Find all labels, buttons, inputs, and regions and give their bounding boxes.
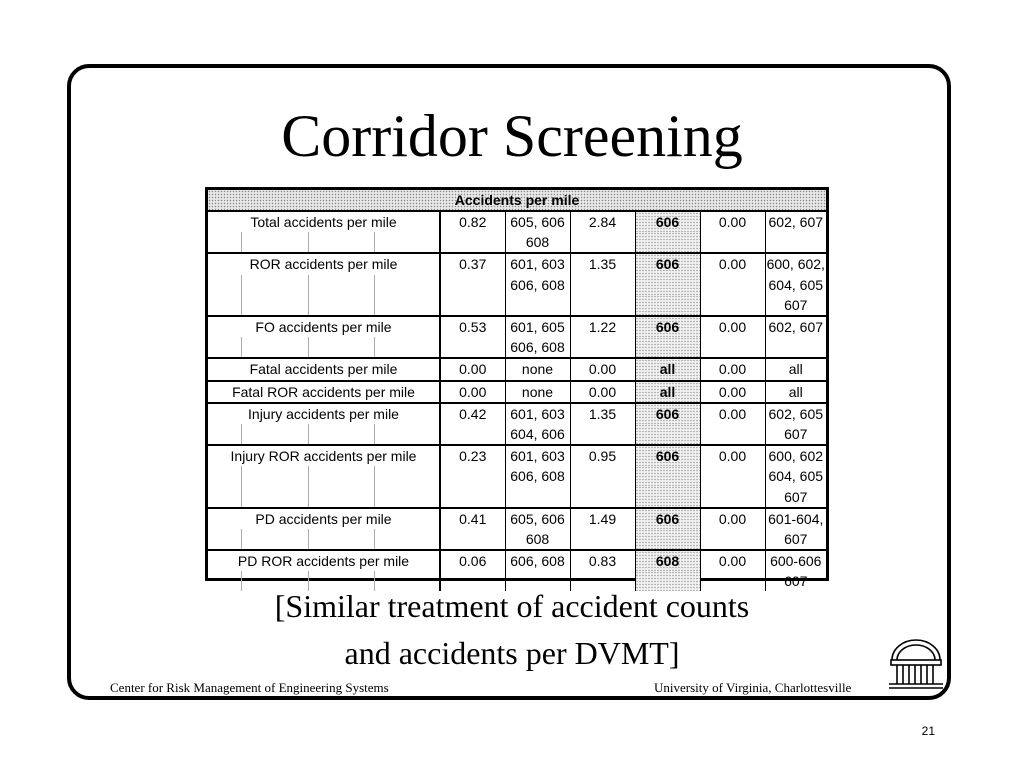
cell-divider [374, 529, 375, 549]
table-cell [570, 337, 635, 358]
table-cell: 606 [635, 316, 700, 337]
cell-divider [308, 337, 309, 357]
row-label: Injury ROR accidents per mile [208, 445, 440, 466]
cell-divider [374, 275, 375, 295]
table-cell [440, 466, 505, 486]
table-row [208, 275, 826, 295]
table-row [208, 403, 826, 424]
table-cell: 606 [635, 253, 700, 274]
table-cell: 0.00 [570, 381, 635, 403]
table-cell: 602, 607 [765, 211, 826, 232]
table-cell: 604, 605 [768, 276, 824, 293]
table-cell [635, 275, 700, 295]
footer-left: Center for Risk Management of Engineering Systems [110, 680, 389, 695]
table-cell: all [765, 358, 826, 380]
table-cell: 600, 602 [765, 445, 826, 466]
table-cell [440, 337, 505, 358]
table-cell: 608 [635, 550, 700, 571]
table-cell [700, 466, 765, 486]
table-cell: 602, 605 [765, 403, 826, 424]
table-cell [440, 424, 505, 445]
table-cell: 1.49 [570, 508, 635, 529]
cell-divider [241, 337, 242, 357]
cell-divider [241, 486, 242, 506]
table-cell: 606 [635, 211, 700, 232]
table-row [208, 529, 826, 550]
table-cell [700, 337, 765, 358]
table-row [208, 337, 826, 358]
table-cell: 607 [784, 425, 808, 442]
table-cell: 2.84 [570, 211, 635, 232]
table-cell: 607 [784, 530, 808, 547]
table-cell [700, 232, 765, 253]
table-cell: 1.35 [570, 403, 635, 424]
table-cell: 607 [784, 488, 808, 505]
table-cell [570, 466, 635, 486]
table-cell: 600-606 [765, 550, 826, 571]
table-cell [635, 337, 700, 358]
table-cell: 600, 602, [765, 253, 826, 274]
row-label [208, 529, 440, 550]
cell-divider [241, 424, 242, 444]
row-label: Fatal accidents per mile [208, 358, 440, 380]
row-label: PD accidents per mile [208, 508, 440, 529]
row-label [208, 424, 440, 445]
table-cell: 601, 603 [505, 253, 570, 274]
table-cell [440, 275, 505, 295]
table-cell: 607 [784, 573, 808, 590]
table-cell: 605, 606 [505, 211, 570, 232]
table-cell [635, 295, 700, 316]
table-cell: 0.53 [440, 316, 505, 337]
table-cell: 0.00 [700, 253, 765, 274]
table-cell [505, 486, 570, 507]
table-cell: all [635, 381, 700, 403]
table-cell: all [635, 358, 700, 380]
table-cell [570, 275, 635, 295]
table-cell: 606 [635, 508, 700, 529]
row-label [208, 486, 440, 507]
table-cell [440, 486, 505, 507]
table-cell: 0.06 [440, 550, 505, 571]
table-cell: 0.00 [700, 358, 765, 380]
table-cell [570, 529, 635, 550]
table-cell: 606 [635, 445, 700, 466]
table-cell [635, 486, 700, 507]
cell-divider [374, 232, 375, 252]
university-rotunda-logo-icon [886, 634, 946, 692]
row-label: ROR accidents per mile [208, 253, 440, 274]
table-cell: 0.37 [440, 253, 505, 274]
table-cell: 0.00 [700, 550, 765, 571]
table-cell [635, 232, 700, 253]
cell-divider [374, 466, 375, 486]
cell-divider [308, 466, 309, 486]
table-row [208, 466, 826, 486]
cell-divider [308, 295, 309, 315]
table-cell [700, 275, 765, 295]
table-cell: all [765, 381, 826, 403]
row-label: Total accidents per mile [208, 211, 440, 232]
table-cell: 0.41 [440, 508, 505, 529]
table-cell [570, 295, 635, 316]
accidents-table [205, 187, 829, 590]
table-cell [635, 466, 700, 486]
table-cell [440, 529, 505, 550]
footer-right: University of Virginia, Charlottesville [654, 680, 852, 695]
table-cell [570, 486, 635, 507]
table-cell: 601, 605 [505, 316, 570, 337]
cell-divider [308, 486, 309, 506]
cell-divider [308, 232, 309, 252]
cell-divider [241, 232, 242, 252]
caption-line-1: [Similar treatment of accident counts [274, 588, 750, 624]
table-cell: 601, 603 [505, 403, 570, 424]
table-row [208, 316, 826, 337]
table-cell: 0.95 [570, 445, 635, 466]
table-cell [440, 232, 505, 253]
table-row [208, 486, 826, 507]
table-row [208, 424, 826, 445]
table-cell: 601-604, [765, 508, 826, 529]
row-label: Injury accidents per mile [208, 403, 440, 424]
table-cell [440, 295, 505, 316]
row-label [208, 466, 440, 486]
table-cell: 607 [784, 296, 808, 313]
table-body [208, 190, 826, 591]
table-cell [700, 486, 765, 507]
row-label: Fatal ROR accidents per mile [208, 381, 440, 403]
table-cell: 0.82 [440, 211, 505, 232]
table-cell: 0.00 [440, 358, 505, 380]
table-cell: 1.22 [570, 316, 635, 337]
cell-divider [308, 275, 309, 295]
row-label: FO accidents per mile [208, 316, 440, 337]
row-label [208, 232, 440, 253]
table-cell: 606, 608 [505, 466, 570, 486]
table-cell [700, 424, 765, 445]
table-cell: none [505, 381, 570, 403]
table-cell: 0.00 [700, 508, 765, 529]
table-cell: 0.00 [440, 381, 505, 403]
table-cell: 601, 603 [505, 445, 570, 466]
table-header: Accidents per mile [208, 190, 826, 211]
table-cell [700, 295, 765, 316]
page-number: 21 [921, 724, 935, 738]
table-cell: 608 [505, 529, 570, 550]
table-cell [505, 295, 570, 316]
row-label: PD ROR accidents per mile [208, 550, 440, 571]
table-row [208, 445, 826, 466]
table-cell [700, 529, 765, 550]
table-cell [765, 232, 826, 253]
table-row [208, 508, 826, 529]
cell-divider [308, 424, 309, 444]
table-cell: 605, 606 [505, 508, 570, 529]
table-cell: 0.00 [570, 358, 635, 380]
cell-divider [374, 337, 375, 357]
table-cell: 606 [635, 403, 700, 424]
cell-divider [241, 275, 242, 295]
cell-divider [374, 486, 375, 506]
slide-title: Corridor Screening [281, 103, 743, 169]
table-cell: 604, 605 [768, 468, 824, 485]
table-row [208, 295, 826, 316]
cell-divider [241, 466, 242, 486]
table-header-row [208, 190, 826, 211]
cell-divider [374, 424, 375, 444]
table-cell: 1.35 [570, 253, 635, 274]
table-row [208, 381, 826, 403]
table-cell: 0.00 [700, 445, 765, 466]
table-cell: none [505, 358, 570, 380]
table-cell [570, 232, 635, 253]
table-cell: 0.00 [700, 211, 765, 232]
table-cell [570, 424, 635, 445]
table-cell [635, 424, 700, 445]
table-row [208, 358, 826, 380]
table-cell [765, 337, 826, 358]
caption-line-2: and accidents per DVMT] [344, 635, 680, 671]
table-row [208, 253, 826, 274]
table-row [208, 232, 826, 253]
cell-divider [241, 529, 242, 549]
table-row [208, 211, 826, 232]
table-cell: 0.00 [700, 403, 765, 424]
table-cell: 602, 607 [765, 316, 826, 337]
table-cell: 0.00 [700, 316, 765, 337]
table-cell: 606, 608 [505, 275, 570, 295]
table-cell: 0.83 [570, 550, 635, 571]
table-cell: 0.23 [440, 445, 505, 466]
row-label [208, 337, 440, 358]
row-label [208, 275, 440, 295]
table-cell: 604, 606 [505, 424, 570, 445]
cell-divider [374, 295, 375, 315]
table-row [208, 550, 826, 571]
row-label [208, 295, 440, 316]
table-cell: 0.42 [440, 403, 505, 424]
table-cell: 606, 608 [505, 337, 570, 358]
table-cell: 608 [505, 232, 570, 253]
cell-divider [308, 529, 309, 549]
table-cell [635, 529, 700, 550]
table-cell: 606, 608 [505, 550, 570, 571]
table-cell: 0.00 [700, 381, 765, 403]
cell-divider [241, 295, 242, 315]
